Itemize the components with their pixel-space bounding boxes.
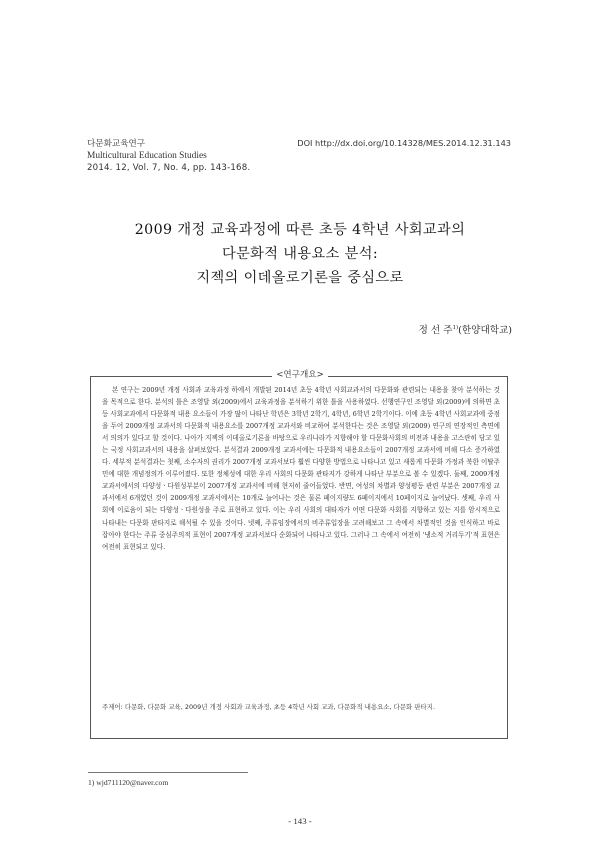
doi-link[interactable]: DOI http://dx.doi.org/10.14328/MES.2014.12.31.143 xyxy=(297,138,511,148)
keywords: 주제어: 다문화, 다문화 교육, 2009년 개정 사회과 교육과정, 초등 4학년 사회 교과, 다문화적 내용요소, 다문화 판타지. xyxy=(102,703,436,711)
footnote-divider xyxy=(88,772,248,773)
author-line xyxy=(419,322,512,336)
title-line-1: 2009 개정 교육과정에 따른 초등 4학년 사회교과의 xyxy=(134,222,466,238)
journal-title-korean: 다문화교육연구 xyxy=(87,139,146,149)
running-header xyxy=(87,137,511,173)
journal-title-english: Multicultural Education Studies xyxy=(87,151,207,161)
author-affiliation: (한양대학교) xyxy=(458,325,512,336)
page-number: - 143 - xyxy=(288,816,312,826)
footnote-email: 1) wjd711120@naver.com xyxy=(88,778,169,787)
abstract-label: <연구개요> xyxy=(0,368,600,380)
issue-info: 2014. 12, Vol. 7, No. 4, pp. 143-168. xyxy=(87,163,251,173)
abstract-body: 본 연구는 2009년 개정 사회과 교육과정 하에서 개발된 2014년 초등 4학년 사회교과서의 다문화와 관련되는 내용을 찾아 분석하는 것을 목적으로 한다. 분석의 틀은 조영달 외(2009)에서 교육과정을 분석하기 위한 틀을 사용하였다. 선행연구인 조영달 외(2009)에 의하면 초등 사회교과에서 다문화적 내용 요소들이 가장 많이 나타난 학년은 3학년 2학기, 4학년, 6학년 2학기이다. 이에 초등 4학년 사회교과에 중점을 두어 2009개정 교과서의 다문화적 내용요소를 2007개정 교과서와 비교하여 분석한다는 것은 조영달 외(2009) 연구의 연장적인 측면에서 의의가 있다고 할 것이다. 나아가 지젝의 이데올로기론을 바탕으로 우리나라가 지향해야 할 다문화사회의 비전과 내용을 고스란히 담고 있는 국정 사회교과서의 내용을 살펴보았다. 분석결과 2009개정 교과서에는 다문화적 내용요소들이 2007개정 교과서에 비해 다소 증가하였다. 세부적 분석결과는 첫째, 소수자의 권리가 2007개정 교과서보다 훨씬 다양한 방법으로 나타나고 있고 새롭게 다문화 가정과 북한 이탈주민에 대한 개념정의가 이루어졌다. 또한 정체성에 대한 우리 사회의 다문화 관타지가 강하게 나타난 부분으로 볼 수 있겠다. 둘째, 2009개정 교과서에서의 다양성ㆍ다원성부분이 2007개정 교과서에 비해 현저히 줄어들었다. 반면, 여성의 차별과 양성평등 관련 부분은 2007개정 교과서에서 6개였던 것이 2009개정 교과서에서는 10개로 늘어나는 것은 물론 페이지량도 6페이지에서 10페이지로 늘어났다. 셋째, 우리 사회에 이로움이 되는 다양성ㆍ다원성을 주로 표현하고 있다. 이는 우리 사회의 대타자가 어떤 다문화 사회를 지향하고 있는 지를 암시적으로 나타내는 다문화 판타지로 해석될 수 있을 것이다. 넷째, 주류임장에서의 비주류입장을 고려해보고 그 속에서 차별적인 것을 인식하고 바로 잡아야 한다는 주류 중심주의적 표현이 2007개정 교과서보다 순화되어 나타나고 있다. 그러나 그 속에서 여전히 '냉소적 거리두기'적 표현은 여전히 표현되고 있다. xyxy=(102,386,500,551)
title-line-3: 지젝의 이데올로기론을 중심으로 xyxy=(196,270,404,286)
author-name: 정 선 주 xyxy=(418,325,453,336)
title-line-2: 다문화적 내용요소 분석: xyxy=(221,246,379,262)
paper-title xyxy=(80,218,520,290)
author-footnote-mark: 1) xyxy=(452,324,459,331)
